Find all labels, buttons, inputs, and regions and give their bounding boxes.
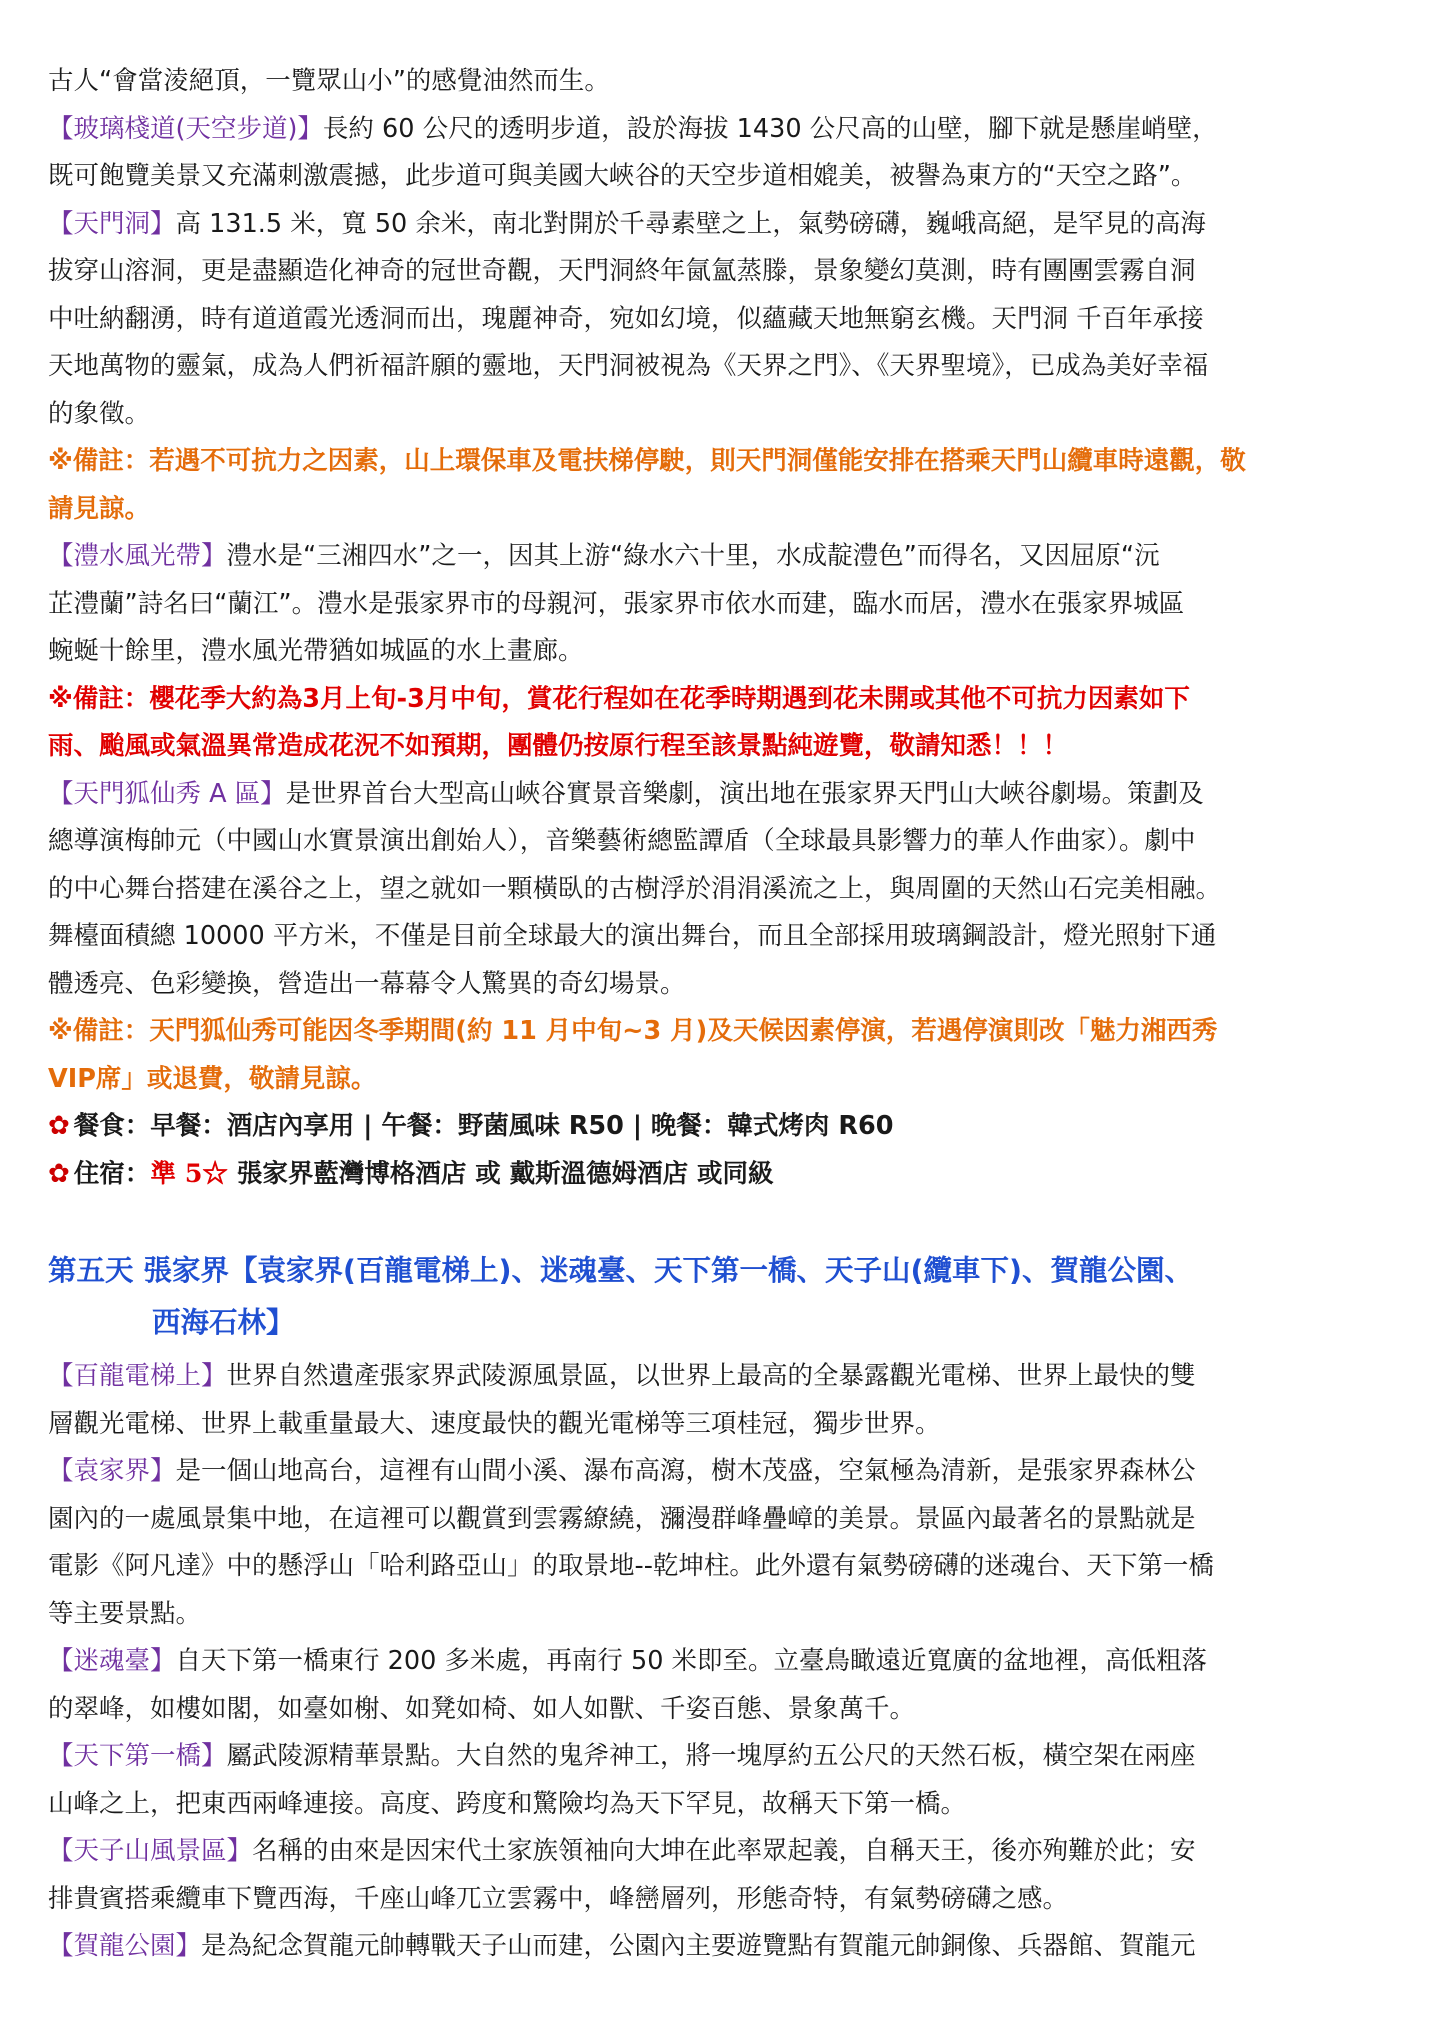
tianzi-line-1: 【天子山風景區】名稱的由來是因宋代土家族領袖向大坤在此率眾起義，自稱天王，後亦殉難於此；安 — [48, 1836, 1196, 1866]
note-cable-car-line-2: 請見諒。 — [48, 493, 151, 524]
mihun-line-2: 的翠峰，如樓如閣，如臺如榭、如凳如椅、如人如獸、千姿百態、景象萬千。 — [48, 1693, 916, 1724]
first-bridge-line-1: 【天下第一橋】屬武陵源精華景點。大自然的鬼斧神工，將一塊厚約五公尺的天然石板，橫空架在兩座 — [48, 1741, 1196, 1771]
fox-show-line-4: 舞檯面積總 10000 平方米，不僅是目前全球最大的演出舞台，而且全部採用玻璃鋼設計，燈光照射下通 — [48, 921, 1217, 951]
note-cherry-line-1: ※備註：櫻花季大約為3月上旬-3月中旬，賞花行程如在花季時期遇到花未開或其他不可抗力因素如下 — [48, 683, 1190, 714]
lodging-line — [48, 1151, 1408, 1199]
note-fox-show-line-2: VIP席」或退費，敬請見諒。 — [48, 1063, 377, 1094]
tianmen-cave-line-1: 【天門洞】高 131.5 米，寬 50 余米，南北對開於千尋素壁之上，氣勢磅礴，巍峨高絕，是罕見的高海 — [48, 208, 1206, 239]
section-spacer — [48, 1198, 1408, 1245]
fox-show-tag: 【天門狐仙秀 A 區】 — [48, 778, 286, 809]
flower-bullet-icon: ✿ — [48, 1111, 70, 1141]
flower-bullet-icon: ✿ — [48, 1158, 70, 1189]
tianmen-cave-line-4: 天地萬物的靈氣，成為人們祈福許願的靈地，天門洞被視為《天界之門》、《天界聖境》，已成為美好幸福 — [48, 351, 1209, 381]
lishui-line-1: 【澧水風光帶】澧水是“三湘四水”之一，因其上游“綠水六十里，水成靛澧色”而得名，又因屈原“沅 — [48, 541, 1160, 571]
mihun-tag: 【迷魂臺】 — [48, 1646, 176, 1676]
glass-walkway-tag: 【玻璃棧道(天空步道)】 — [48, 113, 323, 144]
lodging-text: 張家界藍灣博格酒店 或 戴斯溫德姆酒店 或同級 — [227, 1158, 774, 1189]
intro-line: 古人“會當淩絕頂，一覽眾山小”的感覺油然而生。 — [48, 66, 610, 96]
bailong-line-1: 【百龍電梯上】世界自然遺產張家界武陵源風景區，以世界上最高的全暴露觀光電梯、世界上最快的雙 — [48, 1361, 1196, 1391]
glass-walkway-line-1: 【玻璃棧道(天空步道)】長約 60 公尺的透明步道，設於海拔 1430 公尺高的山壁，腳下就是懸崖峭壁， — [48, 113, 1218, 144]
note-cherry-line-2: 雨、颱風或氣溫異常造成花況不如預期，團體仍按原行程至該景點純遊覽，敬請知悉！！！ — [48, 731, 1069, 761]
fox-show-line-3: 的中心舞台搭建在溪谷之上，望之就如一顆橫臥的古樹浮於涓涓溪流之上，與周圍的天然山石完美相融。 — [48, 873, 1222, 904]
lodging-label: 住宿： — [73, 1158, 151, 1189]
fox-show-line-5: 體透亮、色彩變換，營造出一幕幕令人驚異的奇幻場景。 — [48, 968, 686, 999]
lishui-line-3: 蜿蜒十餘里，澧水風光帶猶如城區的水上畫廊。 — [48, 636, 584, 666]
helong-tag: 【賀龍公園】 — [48, 1931, 202, 1961]
helong-line-1: 【賀龍公園】是為紀念賀龍元帥轉戰天子山而建，公園內主要遊覽點有賀龍元帥銅像、兵器館、賀龍元 — [48, 1931, 1196, 1961]
tianmen-cave-line-5: 的象徵。 — [48, 398, 151, 429]
tianmen-cave-line-2: 拔穿山溶洞，更是盡顯造化神奇的冠世奇觀，天門洞終年氤氳蒸滕，景象變幻莫測，時有團團雲霧自洞 — [48, 256, 1196, 286]
first-bridge-line-2: 山峰之上，把東西兩峰連接。高度、跨度和驚險均為天下罕見，故稱天下第一橋。 — [48, 1788, 967, 1819]
lishui-line-2: 芷澧蘭”詩名曰“蘭江”。澧水是張家界市的母親河，張家界市依水而建，臨水而居，澧水在張家界城區 — [48, 588, 1185, 619]
meals-line — [48, 1103, 1408, 1151]
yuanjiajie-tag: 【袁家界】 — [48, 1456, 176, 1486]
day5-title-line-2: 西海石林】 — [152, 1306, 295, 1339]
bailong-line-2: 層觀光電梯、世界上載重量最大、速度最快的觀光電梯等三項桂冠，獨步世界。 — [48, 1408, 941, 1439]
document-page — [48, 58, 1408, 1971]
tianmen-cave-tag: 【天門洞】 — [48, 208, 176, 239]
yuanjiajie-line-1: 【袁家界】是一個山地高台，這裡有山間小溪、瀑布高瀉，樹木茂盛，空氣極為清新，是張家界森林公 — [48, 1456, 1196, 1486]
yuanjiajie-line-4: 等主要景點。 — [48, 1598, 202, 1629]
note-cable-car-line-1: ※備註：若遇不可抗力之因素，山上環保車及電扶梯停駛，則天門洞僅能安排在搭乘天門山纜車時遠觀，敬 — [48, 446, 1246, 476]
yuanjiajie-line-2: 園內的一處風景集中地，在這裡可以觀賞到雲霧繚繞，瀰漫群峰疊嶂的美景。景區內最著名的景點就是 — [48, 1503, 1196, 1534]
lodging-star-rating: 準 5☆ — [150, 1158, 228, 1189]
glass-walkway-line-2: 既可飽覽美景又充滿刺激震撼，此步道可與美國大峽谷的天空步道相媲美，被譽為東方的“天空之路”。 — [48, 161, 1197, 191]
bailong-tag: 【百龍電梯上】 — [48, 1361, 227, 1391]
fox-show-line-2: 總導演梅帥元（中國山水實景演出創始人），音樂藝術總監譚盾（全球最具影響力的華人作曲家）。劇中 — [48, 826, 1196, 856]
tianmen-cave-line-3: 中吐納翻湧，時有道道霞光透洞而出，瑰麗神奇，宛如幻境，似蘊藏天地無窮玄機。天門洞 千百年承接 — [48, 303, 1204, 334]
meals-text: 餐食：早餐：酒店內享用 | 午餐：野菌風味 R50 | 晚餐：韓式烤肉 R60 — [73, 1111, 894, 1141]
fox-show-line-1: 【天門狐仙秀 A 區】是世界首台大型高山峽谷實景音樂劇，演出地在張家界天門山大峽谷劇場。策劃及 — [48, 778, 1204, 809]
tianzi-line-2: 排貴賓搭乘纜車下覽西海，千座山峰兀立雲霧中，峰巒層列，形態奇特，有氣勢磅礴之感。 — [48, 1883, 1069, 1914]
mihun-line-1: 【迷魂臺】自天下第一橋東行 200 多米處，再南行 50 米即至。立臺鳥瞰遠近寬廣的盆地裡，高低粗落 — [48, 1646, 1208, 1676]
tianzi-tag: 【天子山風景區】 — [48, 1836, 253, 1866]
lishui-tag: 【澧水風光帶】 — [48, 541, 227, 571]
yuanjiajie-line-3: 電影《阿凡達》中的懸浮山「哈利路亞山」的取景地--乾坤柱。此外還有氣勢磅礴的迷魂台、天下第一橋 — [48, 1551, 1214, 1581]
day5-title-line-1: 第五天 張家界【袁家界(百龍電梯上)、迷魂臺、天下第一橋、天子山(纜車下)、賀龍公園、 — [48, 1254, 1194, 1287]
note-fox-show-line-1: ※備註：天門狐仙秀可能因冬季期間(約 11 月中旬~3 月)及天候因素停演，若遇停演則改「魅力湘西秀 — [48, 1016, 1218, 1046]
first-bridge-tag: 【天下第一橋】 — [48, 1741, 227, 1771]
